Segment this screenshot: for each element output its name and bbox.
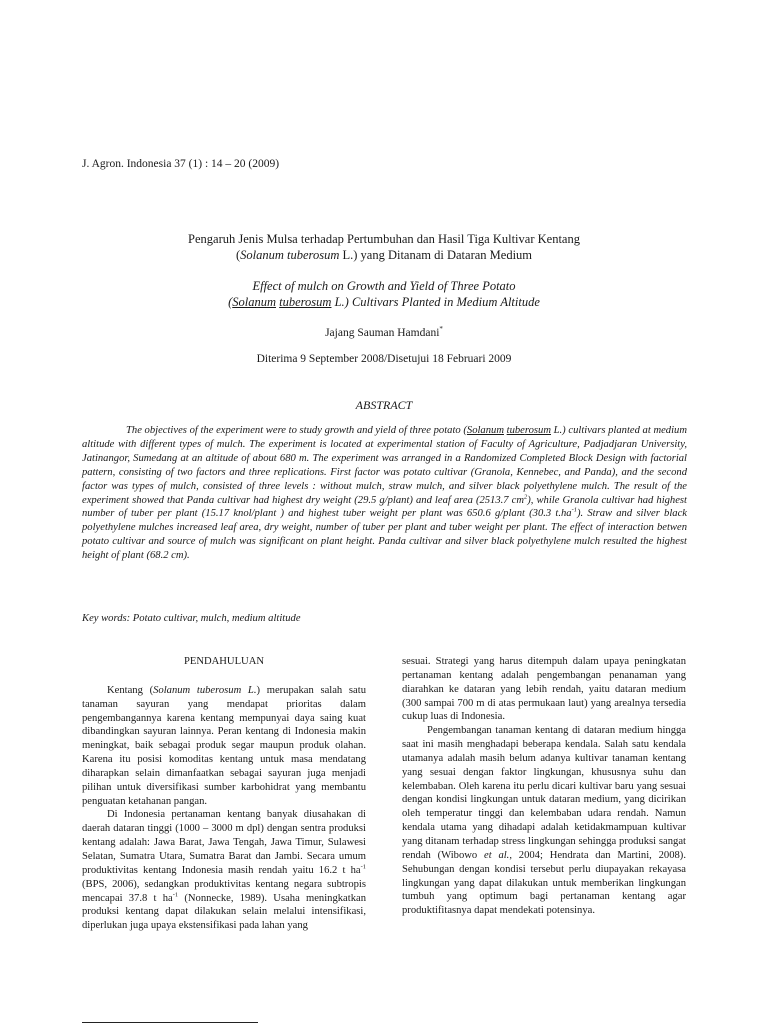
title-indonesian-rest: L.) yang Ditanam di Dataran Medium xyxy=(339,248,533,262)
left-paragraph-1 xyxy=(82,684,366,809)
title-english-rest: L.) Cultivars Planted in Medium Altitude xyxy=(331,295,540,309)
right-p2-etal: et al. xyxy=(484,849,510,861)
right-p2-text-a: Pengembangan tanaman kentang di dataran medium hingga saat ini masih menghadapi beberapa kendala. Salah satu kendala utamanya adalah masih belum adanya kultivar tanaman kentang yang sesuai dengan faktor lingkungan, khususnya suhu dan kelembaban. Oleh karena itu perlu dicari kultivar baru yang sesuai dengan kondisi lingkungan untuk dataran medium, yang dicirikan oleh temperatur tinggi dan kelembaban udara rendah. Namun kendala utama yang dihadapi adalah ketidakmampuan kultivar yang ditanam terhadap stress lingkungan sehingga produksi sangat rendah (Wibowo xyxy=(402,725,686,861)
title-english-open: ( xyxy=(228,295,233,309)
abstract-body xyxy=(82,424,687,563)
abstract-text-4: ). Straw and silver black polyethylene mulches increased leaf area, dry weight, number of tuber per plant and tuber weight per plant. The effect of interaction betwen potato cultivar and source of mulch was significant on plant height. Panda cultivar and silver black polyethylene mulch resulted the highest height of plant (68.2 cm). xyxy=(82,508,687,562)
abstract-text-1: The objectives of the experiment were to study growth and yield of three potato ( xyxy=(126,425,467,436)
author-name: Jajang Sauman Hamdani xyxy=(325,326,440,339)
left-p2-text-b: (BPS, 2006), sedangkan produktivitas kentang negara subtropis mencapai 37.8 t ha xyxy=(82,878,366,904)
journal-citation: J. Agron. Indonesia 37 (1) : 14 – 20 (2009) xyxy=(82,158,280,170)
abstract-text-3: ), while Granola cultivar had highest number of tuber per plant (15.17 knol/plant ) and highest tuber weight per plant was 650.6 g/plant (30.3 t.ha xyxy=(82,494,688,520)
abstract-species: tuberosum xyxy=(506,425,551,436)
left-p2-sup-1: -1 xyxy=(360,863,366,871)
right-p2-text-b: , 2004; Hendrata dan Martini, 2008). Sehubungan dengan kondisi tersebut perlu diupayakan rekayasa lingkungan yang dapat dilakukan untuk memberikan lingkungan tumbuh yang optimum bagi pertanaman kentang agar produktifitasnya dapat mendekati potensinya. xyxy=(402,849,686,917)
right-column xyxy=(402,655,686,918)
title-english-species: tuberosum xyxy=(279,295,332,309)
keywords: Key words: Potato cultivar, mulch, medium altitude xyxy=(82,613,301,624)
left-p1-species: Solanum tuberosum L. xyxy=(153,684,257,696)
author-line xyxy=(0,321,768,341)
right-paragraph-1: sesuai. Strategi yang harus ditempuh dalam upaya peningkatan pertanaman kentang adalah pengembangan penanaman yang diarahkan ke dataran yang lebih rendah, yaitu dataran medium (300 sampai 700 m di atas permukaan laut) yang arealnya tersedia cukup luas di Indonesia. xyxy=(402,656,686,723)
left-p2-sup-2: -1 xyxy=(172,890,179,898)
title-indonesian-species: Solanum tuberosum xyxy=(240,248,340,262)
abstract-genus: Solanum xyxy=(466,425,504,436)
abstract-sup-2: -1 xyxy=(571,506,577,514)
left-column xyxy=(82,655,366,933)
left-paragraph-2 xyxy=(82,808,366,933)
abstract-text-2: L.) cultivars planted at medium altitude with different types of mulch. The experiment is located at experimental station of Faculty of Agriculture, Padjadjaran University, Jatinangor, Sumedang at an altitude of about 680 m. The experiment was arranged in a Randomized Completed Block Design with factorial pattern, consisting of two factors and three replications. First factor was potato cultivar (Granola, Kennebec, and Panda), and the second factor was types of mulch, consisted of three levels : without mulch, straw mulch, and silver black polyethylene mulch. The result of the experiment showed that Panda cultivar had highest dry weight (29.5 g/plant) and leaf area (2513.7 cm xyxy=(82,425,687,506)
title-indonesian-open: ( xyxy=(235,248,241,262)
right-paragraph-2 xyxy=(402,724,686,918)
title-english-genus: Solanum xyxy=(232,295,277,309)
received-accepted-dates: Diterima 9 September 2008/Disetujui 18 Februari 2009 xyxy=(256,353,512,365)
title-indonesian-line2 xyxy=(0,247,768,263)
title-english-line2 xyxy=(0,294,768,310)
left-p2-text-c: (Nonnecke, 1989). Usaha meningkatkan produksi kentang dapat dilakukan selain melalui intensifikasi, diperlukan juga upaya ekstensifikasi pada lahan yang xyxy=(82,892,366,932)
left-p1-text-a: Kentang ( xyxy=(107,684,154,696)
author-footnote-mark: * xyxy=(439,325,443,333)
abstract-sup-1: 2 xyxy=(524,493,528,500)
footnote-divider xyxy=(82,1022,258,1023)
abstract-heading: ABSTRACT xyxy=(355,398,413,412)
section-heading-pendahuluan: PENDAHULUAN xyxy=(183,656,265,667)
left-p2-text-a: Di Indonesia pertanaman kentang banyak diusahakan di daerah dataran tinggi (1000 – 3000 m dpl) dengan sentra produksi kentang adalah: Jawa Barat, Jawa Tengah, Jawa Timur, Sulawesi Selatan, Sumatra Utara, Sumatra Barat dan Jambi. Secara umum produktivitas kentang Indonesia masih rendah yaitu 16.2 t ha xyxy=(82,809,366,876)
title-indonesian-line1: Pengaruh Jenis Mulsa terhadap Pertumbuhan dan Hasil Tiga Kultivar Kentang xyxy=(188,232,580,246)
left-p1-text-b: ) merupakan salah satu tanaman sayuran yang mendapat prioritas dalam pengembangannya karena kentang mempunyai daya saing kuat dibandingkan sayuran lainnya. Peran kentang di Indonesia makin meningkat, baik sebagai produk segar maupun produk olahan. Karena itu posisi komoditas kentang untuk masa mendatang diharapkan selain dimanfaatkan sebagai sayuran juga menjadi pilihan untuk diversifikasi sumber karbohidrat yang membantu penguatan ketahanan pangan. xyxy=(82,684,366,807)
title-english-line1: Effect of mulch on Growth and Yield of Three Potato xyxy=(252,279,516,293)
